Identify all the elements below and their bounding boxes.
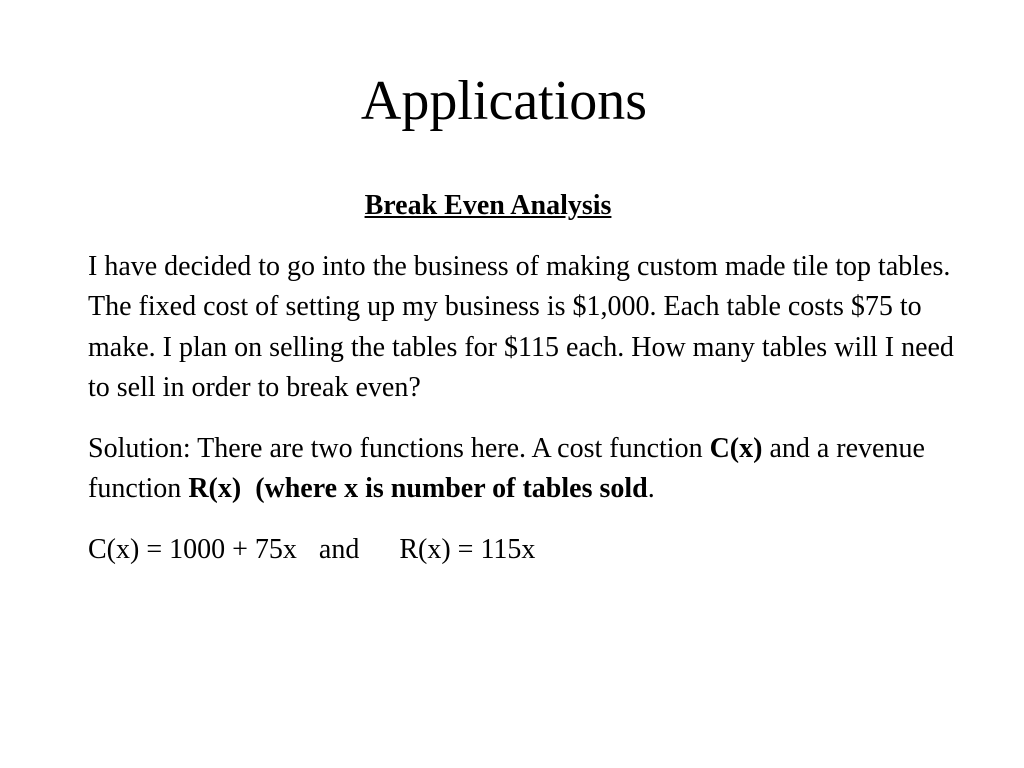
revenue-equation: R(x) = 115x [399,533,536,565]
cost-function-name: C(x) [709,432,763,464]
slide-body [88,186,958,590]
problem-paragraph: I have decided to go into the business of making custom made tile top tables. The fixed cost of setting up my business is $1,000. Each table costs $75 to make. I plan on selling the tables for $115 each. How many tables will I need to sell in order to break even? [88,250,954,403]
solution-gap [241,473,255,504]
solution-mid: and a revenue function [88,432,925,504]
variable-note: (where x is number of tables sold [255,473,648,504]
solution-paragraph [88,429,958,510]
cost-equation: C(x) = 1000 + 75x [88,533,297,565]
equations-line [88,530,958,571]
equation-connector: and [318,533,360,565]
slide-title: Applications [360,70,648,132]
solution-end: . [647,473,655,504]
section-heading: Break Even Analysis [364,190,612,221]
solution-intro: Solution: There are two functions here. A cost function [88,432,710,464]
revenue-function-name: R(x) [188,473,242,504]
